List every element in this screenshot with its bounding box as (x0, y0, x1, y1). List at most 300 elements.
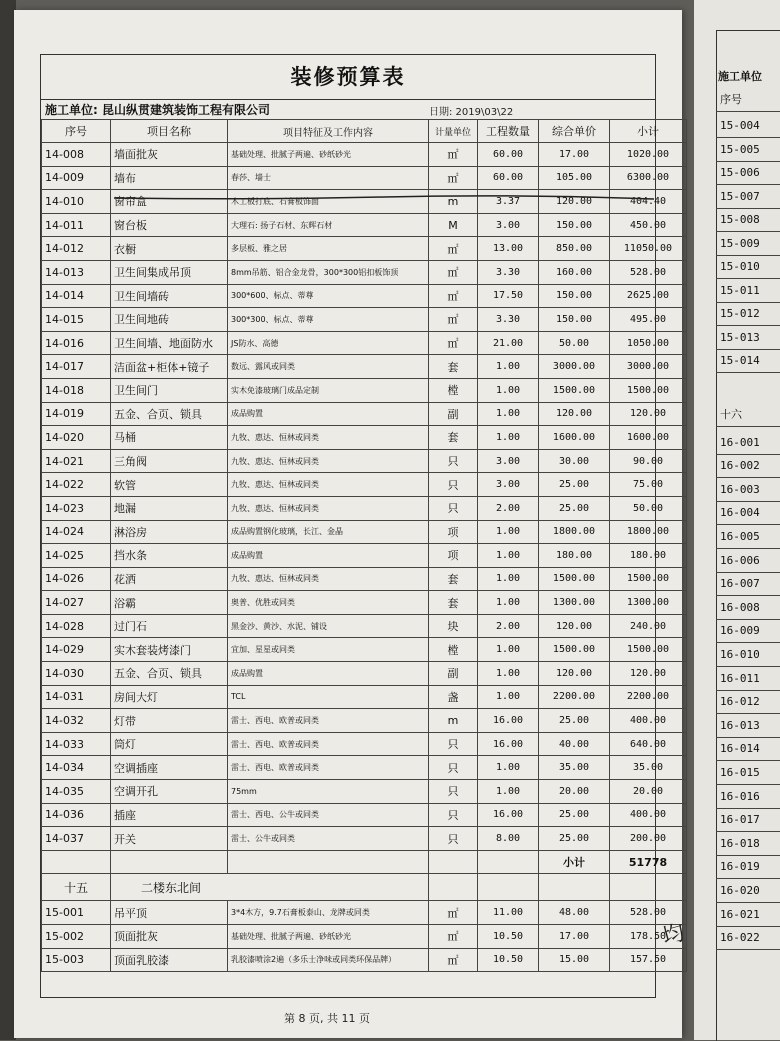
budget-page (14, 10, 688, 1038)
item-name: 洁面盆+柜体+镜子 (111, 355, 228, 379)
item-desc: 雷士、西电、欧普或同类 (228, 756, 429, 780)
item-price: 25.00 (539, 496, 610, 520)
item-subtotal: 35.00 (610, 756, 687, 780)
item-subtotal: 450.00 (610, 213, 687, 237)
item-unit: 只 (429, 756, 478, 780)
next-page (694, 0, 780, 1040)
table-header-row (42, 120, 687, 143)
item-unit: 只 (429, 827, 478, 851)
item-subtotal: 2200.00 (610, 685, 687, 709)
next-page-code: 16-019 (716, 855, 780, 879)
empty-cell (111, 850, 228, 874)
item-price: 30.00 (539, 449, 610, 473)
item-price: 40.00 (539, 732, 610, 756)
item-desc: JS防水、高德 (228, 331, 429, 355)
item-unit: ㎡ (429, 901, 478, 925)
item-code: 14-029 (42, 638, 111, 662)
item-qty: 1.00 (478, 780, 539, 804)
table-row (42, 496, 687, 520)
header-subtotal: 小计 (610, 120, 687, 143)
item-subtotal: 2625.00 (610, 284, 687, 308)
header-unit: 计量单位 (429, 120, 478, 143)
item-subtotal: 1020.00 (610, 143, 687, 167)
item-unit: 套 (429, 567, 478, 591)
next-page-code: 16-008 (716, 596, 780, 620)
item-subtotal: 11050.00 (610, 237, 687, 261)
item-subtotal: 495.00 (610, 308, 687, 332)
item-unit: ㎡ (429, 143, 478, 167)
item-unit: ㎡ (429, 925, 478, 949)
item-subtotal: 6300.00 (610, 166, 687, 190)
item-unit: 只 (429, 732, 478, 756)
item-price: 25.00 (539, 709, 610, 733)
item-unit: 樘 (429, 638, 478, 662)
item-qty: 1.00 (478, 756, 539, 780)
unit-name: 昆山纵贯建筑装饰工程有限公司 (102, 103, 271, 117)
item-name: 顶面批灰 (111, 925, 228, 949)
item-code: 14-018 (42, 378, 111, 402)
item-qty: 2.00 (478, 614, 539, 638)
item-price: 1500.00 (539, 567, 610, 591)
item-price: 105.00 (539, 166, 610, 190)
item-subtotal: 1500.00 (610, 567, 687, 591)
table-row (42, 709, 687, 733)
item-unit: ㎡ (429, 331, 478, 355)
item-unit: 只 (429, 780, 478, 804)
item-name: 房间大灯 (111, 685, 228, 709)
item-qty: 1.00 (478, 591, 539, 615)
item-desc: 九牧、惠达、恒林或同类 (228, 496, 429, 520)
item-price: 35.00 (539, 756, 610, 780)
item-qty: 2.00 (478, 496, 539, 520)
item-price: 25.00 (539, 827, 610, 851)
item-qty: 60.00 (478, 166, 539, 190)
table-row (42, 803, 687, 827)
item-code: 14-035 (42, 780, 111, 804)
item-name: 衣橱 (111, 237, 228, 261)
next-page-section: 十六 (716, 403, 780, 427)
item-name: 花洒 (111, 567, 228, 591)
item-name: 灯带 (111, 709, 228, 733)
section-number: 十五 (42, 874, 111, 901)
item-code: 14-020 (42, 426, 111, 450)
section-name: 二楼东北间 (111, 874, 429, 901)
item-qty: 17.50 (478, 284, 539, 308)
empty-cell (478, 874, 539, 901)
item-subtotal: 640.00 (610, 732, 687, 756)
table-row (42, 355, 687, 379)
item-price: 2200.00 (539, 685, 610, 709)
item-name: 窗帘盒 (111, 190, 228, 214)
item-code: 15-001 (42, 901, 111, 925)
item-unit: 副 (429, 402, 478, 426)
next-page-code: 15-011 (716, 279, 780, 303)
table-row (42, 756, 687, 780)
table-row (42, 520, 687, 544)
item-subtotal: 50.00 (610, 496, 687, 520)
item-qty: 1.00 (478, 544, 539, 568)
item-unit: 块 (429, 614, 478, 638)
next-page-code: 15-007 (716, 185, 780, 209)
item-qty: 10.50 (478, 948, 539, 972)
item-code: 14-013 (42, 260, 111, 284)
item-qty: 13.00 (478, 237, 539, 261)
item-subtotal: 90.00 (610, 449, 687, 473)
item-name: 空调开孔 (111, 780, 228, 804)
item-subtotal: 1800.00 (610, 520, 687, 544)
item-qty: 3.37 (478, 190, 539, 214)
item-qty: 1.00 (478, 426, 539, 450)
item-code: 14-030 (42, 662, 111, 686)
item-unit: 只 (429, 496, 478, 520)
table-row (42, 544, 687, 568)
item-qty: 3.30 (478, 260, 539, 284)
item-name: 筒灯 (111, 732, 228, 756)
next-page-code: 16-001 (716, 431, 780, 455)
next-page-code: 16-012 (716, 690, 780, 714)
item-price: 3000.00 (539, 355, 610, 379)
next-page-code: 16-018 (716, 832, 780, 856)
item-name: 五金、合页、锁具 (111, 662, 228, 686)
next-page-code: 16-017 (716, 808, 780, 832)
item-price: 1800.00 (539, 520, 610, 544)
next-page-code: 15-004 (716, 114, 780, 138)
header-name: 项目名称 (111, 120, 228, 143)
item-price: 180.00 (539, 544, 610, 568)
item-desc: 木工板打底、石膏板饰面 (228, 190, 429, 214)
item-subtotal: 528.00 (610, 260, 687, 284)
next-page-code: 15-014 (716, 349, 780, 373)
table-row (42, 260, 687, 284)
item-subtotal: 180.00 (610, 544, 687, 568)
item-name: 空调插座 (111, 756, 228, 780)
next-page-code: 15-009 (716, 232, 780, 256)
item-name: 马桶 (111, 426, 228, 450)
item-code: 14-019 (42, 402, 111, 426)
next-page-code: 16-022 (716, 926, 780, 950)
item-subtotal: 120.00 (610, 402, 687, 426)
table-row (42, 213, 687, 237)
item-unit: m (429, 709, 478, 733)
item-subtotal: 178.50 (610, 925, 687, 949)
item-price: 17.00 (539, 925, 610, 949)
item-desc: 多层板、雅之居 (228, 237, 429, 261)
item-qty: 1.00 (478, 355, 539, 379)
item-code: 14-033 (42, 732, 111, 756)
next-page-code: 16-010 (716, 643, 780, 667)
item-qty: 1.00 (478, 662, 539, 686)
item-unit: 项 (429, 520, 478, 544)
item-desc: 雷士、公牛或同类 (228, 827, 429, 851)
item-code: 14-008 (42, 143, 111, 167)
item-name: 地漏 (111, 496, 228, 520)
item-price: 15.00 (539, 948, 610, 972)
item-name: 吊平顶 (111, 901, 228, 925)
table-body (42, 143, 687, 972)
empty-cell (429, 850, 478, 874)
item-price: 1600.00 (539, 426, 610, 450)
item-qty: 21.00 (478, 331, 539, 355)
item-code: 14-023 (42, 496, 111, 520)
item-code: 14-022 (42, 473, 111, 497)
item-subtotal: 1300.00 (610, 591, 687, 615)
document-date: 日期: 2019\03\22 (429, 107, 514, 118)
table-row (42, 827, 687, 851)
item-subtotal: 240.00 (610, 614, 687, 638)
item-subtotal: 1500.00 (610, 378, 687, 402)
item-desc: 九牧、惠达、恒林或同类 (228, 567, 429, 591)
header-qty: 工程数量 (478, 120, 539, 143)
handwritten-strike-line (114, 195, 654, 201)
item-desc: 300*300、标点、蒂尊 (228, 308, 429, 332)
next-page-code: 16-015 (716, 761, 780, 785)
item-price: 120.00 (539, 402, 610, 426)
table-row (42, 901, 687, 925)
budget-table (41, 119, 687, 972)
next-page-code: 16-005 (716, 525, 780, 549)
item-code: 14-015 (42, 308, 111, 332)
item-unit: ㎡ (429, 948, 478, 972)
empty-cell (539, 874, 610, 901)
item-price: 25.00 (539, 803, 610, 827)
table-row (42, 378, 687, 402)
item-price: 160.00 (539, 260, 610, 284)
item-name: 淋浴房 (111, 520, 228, 544)
item-desc: 基础处理、批腻子两遍、砂纸砂光 (228, 143, 429, 167)
subtotal-label: 小计 (539, 850, 610, 874)
item-name: 过门石 (111, 614, 228, 638)
item-desc: 雷士、西电、公牛或同类 (228, 803, 429, 827)
item-desc: 8mm吊筋、铝合金龙骨，300*300铝扣板饰顶 (228, 260, 429, 284)
item-name: 卫生间集成吊顶 (111, 260, 228, 284)
item-code: 15-003 (42, 948, 111, 972)
item-subtotal: 20.00 (610, 780, 687, 804)
item-name: 浴霸 (111, 591, 228, 615)
next-page-code: 16-009 (716, 619, 780, 643)
item-qty: 16.00 (478, 803, 539, 827)
item-qty: 3.00 (478, 213, 539, 237)
item-desc: 九牧、惠达、恒林或同类 (228, 449, 429, 473)
item-name: 窗台板 (111, 213, 228, 237)
item-code: 14-037 (42, 827, 111, 851)
empty-cell (228, 850, 429, 874)
item-code: 14-026 (42, 567, 111, 591)
item-code: 14-021 (42, 449, 111, 473)
item-desc: 实木免漆玻璃门成品定制 (228, 378, 429, 402)
item-desc: 奥普、优胜或同类 (228, 591, 429, 615)
item-desc: 成品购置 (228, 402, 429, 426)
item-qty: 1.00 (478, 638, 539, 662)
item-unit: ㎡ (429, 284, 478, 308)
item-desc: 大理石: 扬子石材、东辉石材 (228, 213, 429, 237)
item-desc: 九牧、惠达、恒林或同类 (228, 426, 429, 450)
page-title: 装修预算表 (41, 55, 655, 100)
item-code: 14-014 (42, 284, 111, 308)
item-desc: TCL (228, 685, 429, 709)
table-row (42, 426, 687, 450)
item-code: 14-028 (42, 614, 111, 638)
next-page-code: 16-002 (716, 454, 780, 478)
item-qty: 1.00 (478, 567, 539, 591)
item-price: 150.00 (539, 284, 610, 308)
item-subtotal: 400.00 (610, 803, 687, 827)
next-page-code: 15-005 (716, 138, 780, 162)
item-code: 14-011 (42, 213, 111, 237)
item-desc: 成品购置钢化玻璃，长江、金晶 (228, 520, 429, 544)
item-price: 50.00 (539, 331, 610, 355)
item-name: 卫生间墙砖 (111, 284, 228, 308)
item-desc: 3*4木方，9.7石膏板泰山、龙牌或同类 (228, 901, 429, 925)
item-unit: 只 (429, 449, 478, 473)
item-code: 14-017 (42, 355, 111, 379)
table-row (42, 948, 687, 972)
item-code: 14-025 (42, 544, 111, 568)
table-row (42, 925, 687, 949)
item-desc: 乳胶漆喷涂2遍（多乐士净味或同类环保品牌） (228, 948, 429, 972)
item-subtotal: 1600.00 (610, 426, 687, 450)
table-row (42, 638, 687, 662)
item-qty: 60.00 (478, 143, 539, 167)
item-desc: 宜加、星星或同类 (228, 638, 429, 662)
next-page-code: 16-016 (716, 785, 780, 809)
table-row (42, 308, 687, 332)
item-subtotal: 400.00 (610, 709, 687, 733)
item-subtotal: 528.00 (610, 901, 687, 925)
item-subtotal: 157.50 (610, 948, 687, 972)
table-row (42, 473, 687, 497)
item-desc: 九牧、惠达、恒林或同类 (228, 473, 429, 497)
item-qty: 1.00 (478, 402, 539, 426)
item-subtotal: 1050.00 (610, 331, 687, 355)
header-code: 序号 (42, 120, 111, 143)
item-name: 墙布 (111, 166, 228, 190)
item-price: 120.00 (539, 662, 610, 686)
handwritten-mark: 均 (659, 920, 688, 951)
item-code: 14-034 (42, 756, 111, 780)
table-row (42, 685, 687, 709)
next-page-code: 15-008 (716, 208, 780, 232)
item-name: 挡水条 (111, 544, 228, 568)
next-page-code: 16-004 (716, 501, 780, 525)
item-unit: ㎡ (429, 260, 478, 284)
item-code: 14-031 (42, 685, 111, 709)
header-price: 综合单价 (539, 120, 610, 143)
item-price: 17.00 (539, 143, 610, 167)
next-page-code: 16-007 (716, 572, 780, 596)
item-price: 120.00 (539, 614, 610, 638)
item-desc: 春莎、墙士 (228, 166, 429, 190)
table-row (42, 402, 687, 426)
item-subtotal: 120.00 (610, 662, 687, 686)
item-subtotal: 75.00 (610, 473, 687, 497)
item-name: 卫生间地砖 (111, 308, 228, 332)
item-name: 实木套装烤漆门 (111, 638, 228, 662)
next-page-code: 16-013 (716, 714, 780, 738)
item-unit: 只 (429, 803, 478, 827)
next-page-code: 15-012 (716, 302, 780, 326)
item-unit: 盏 (429, 685, 478, 709)
page-footer: 第 8 页, 共 11 页 (284, 1012, 370, 1025)
table-row (42, 237, 687, 261)
item-price: 850.00 (539, 237, 610, 261)
item-name: 顶面乳胶漆 (111, 948, 228, 972)
item-desc: 300*600、标点、蒂尊 (228, 284, 429, 308)
item-code: 15-002 (42, 925, 111, 949)
item-desc: 成品购置 (228, 544, 429, 568)
table-row (42, 166, 687, 190)
table-row (42, 449, 687, 473)
next-page-code: 16-021 (716, 903, 780, 927)
item-name: 五金、合页、锁具 (111, 402, 228, 426)
next-page-code: 16-014 (716, 737, 780, 761)
item-unit: 副 (429, 662, 478, 686)
item-qty: 10.50 (478, 925, 539, 949)
next-page-code: 16-003 (716, 478, 780, 502)
item-desc: 75mm (228, 780, 429, 804)
item-unit: m (429, 190, 478, 214)
item-qty: 3.00 (478, 449, 539, 473)
subtotal-value: 51778 (610, 850, 687, 874)
item-subtotal: 1500.00 (610, 638, 687, 662)
item-unit: 项 (429, 544, 478, 568)
next-page-code: 16-020 (716, 879, 780, 903)
item-price: 25.00 (539, 473, 610, 497)
item-qty: 1.00 (478, 378, 539, 402)
item-qty: 1.00 (478, 520, 539, 544)
item-price: 1300.00 (539, 591, 610, 615)
next-page-unit-label: 施工单位 (718, 70, 762, 83)
item-price: 1500.00 (539, 638, 610, 662)
item-desc: 数远、露风或同类 (228, 355, 429, 379)
item-name: 开关 (111, 827, 228, 851)
item-qty: 16.00 (478, 709, 539, 733)
construction-unit (45, 101, 270, 118)
next-page-code: 15-013 (716, 326, 780, 350)
item-name: 墙面批灰 (111, 143, 228, 167)
item-qty: 11.00 (478, 901, 539, 925)
item-code: 14-027 (42, 591, 111, 615)
item-code: 14-012 (42, 237, 111, 261)
next-page-code: 15-010 (716, 255, 780, 279)
table-row (42, 567, 687, 591)
table-row (42, 780, 687, 804)
table-row (42, 331, 687, 355)
item-code: 14-010 (42, 190, 111, 214)
item-name: 卫生间门 (111, 378, 228, 402)
subtotal-row (42, 850, 687, 874)
item-name: 卫生间墙、地面防水 (111, 331, 228, 355)
item-unit: 只 (429, 473, 478, 497)
next-page-code: 16-006 (716, 549, 780, 573)
empty-cell (478, 850, 539, 874)
item-unit: 套 (429, 355, 478, 379)
item-subtotal: 200.00 (610, 827, 687, 851)
item-unit: ㎡ (429, 308, 478, 332)
item-qty: 3.30 (478, 308, 539, 332)
item-code: 14-036 (42, 803, 111, 827)
item-code: 14-024 (42, 520, 111, 544)
item-subtotal: 3000.00 (610, 355, 687, 379)
item-name: 三角阀 (111, 449, 228, 473)
header-desc: 项目特征及工作内容 (228, 120, 429, 143)
table-row (42, 591, 687, 615)
next-page-header: 序号 (716, 88, 780, 112)
item-desc: 黑金沙、黄沙、水泥、铺设 (228, 614, 429, 638)
item-desc: 成品购置 (228, 662, 429, 686)
item-price: 120.00 (539, 190, 610, 214)
next-page-code: 15-006 (716, 161, 780, 185)
item-name: 插座 (111, 803, 228, 827)
